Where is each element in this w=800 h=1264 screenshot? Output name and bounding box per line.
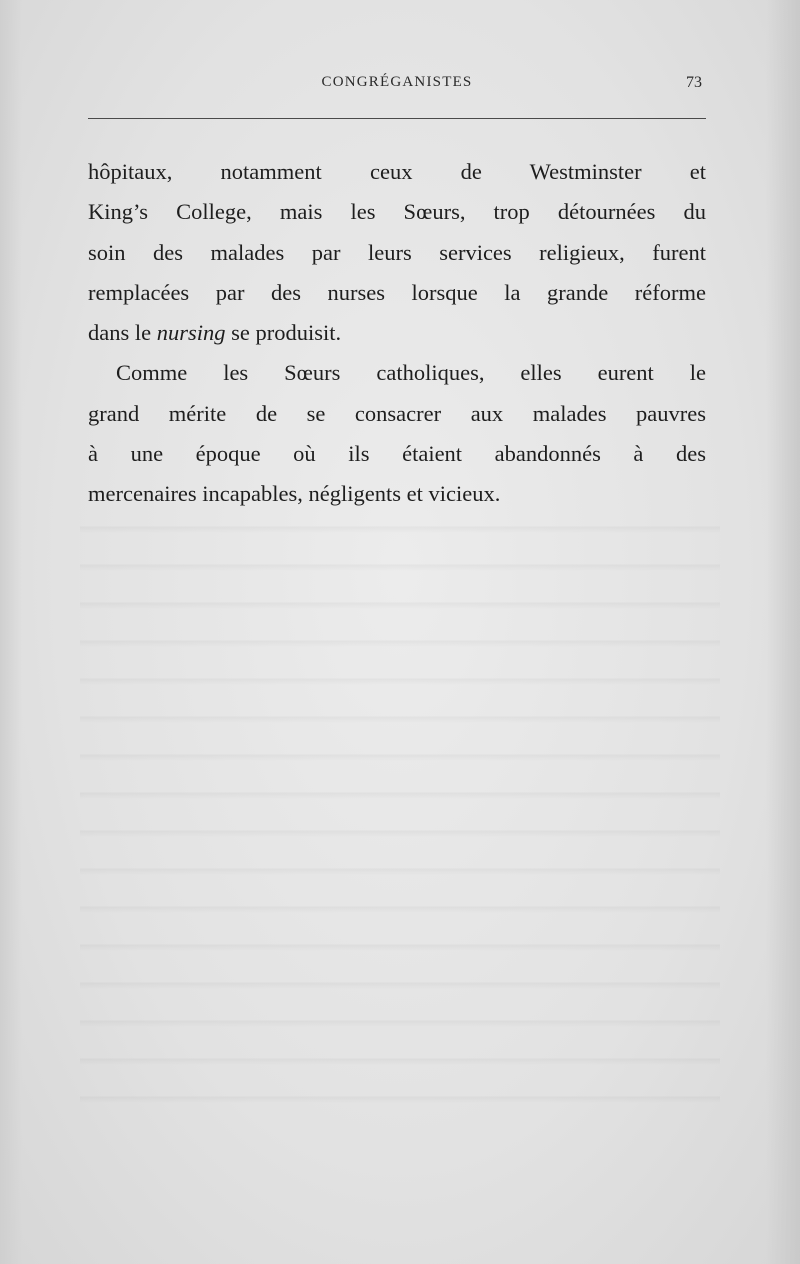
text-line: hôpitaux, notamment ceux de Westminster et: [88, 159, 706, 184]
running-title: CONGRÉGANISTES: [321, 74, 473, 90]
italic-term: nursing: [156, 320, 226, 346]
text-line: à une époque où ils étaient abandonnés à des: [88, 441, 706, 467]
running-head: [88, 74, 706, 98]
text-line: [88, 313, 706, 353]
text-line: King’s College, mais les Sœurs, trop détournées du: [88, 199, 706, 225]
text-line: remplacées par des nurses lorsque la grande réforme: [88, 279, 706, 305]
paragraph-2: [88, 353, 706, 514]
text-line: mercenaires incapables, négligents et vicieux.: [88, 481, 501, 507]
show-through-texture: [80, 500, 720, 1120]
text-line: Comme les Sœurs catholiques, elles eurent le: [116, 360, 706, 386]
paragraph-1: [88, 152, 706, 353]
body-text: [88, 152, 706, 515]
text-line: grand mérite de se consacrer aux malades pauvres: [88, 400, 706, 426]
text-line: soin des malades par leurs services religieux, furent: [88, 239, 706, 265]
text-segment: dans le: [88, 320, 157, 346]
text-segment: se produisit.: [225, 320, 342, 346]
header-rule: [88, 118, 706, 119]
page-edge-shadow-right: [766, 0, 800, 1264]
page-number: 73: [686, 74, 702, 91]
page-edge-shadow-left: [0, 0, 22, 1264]
